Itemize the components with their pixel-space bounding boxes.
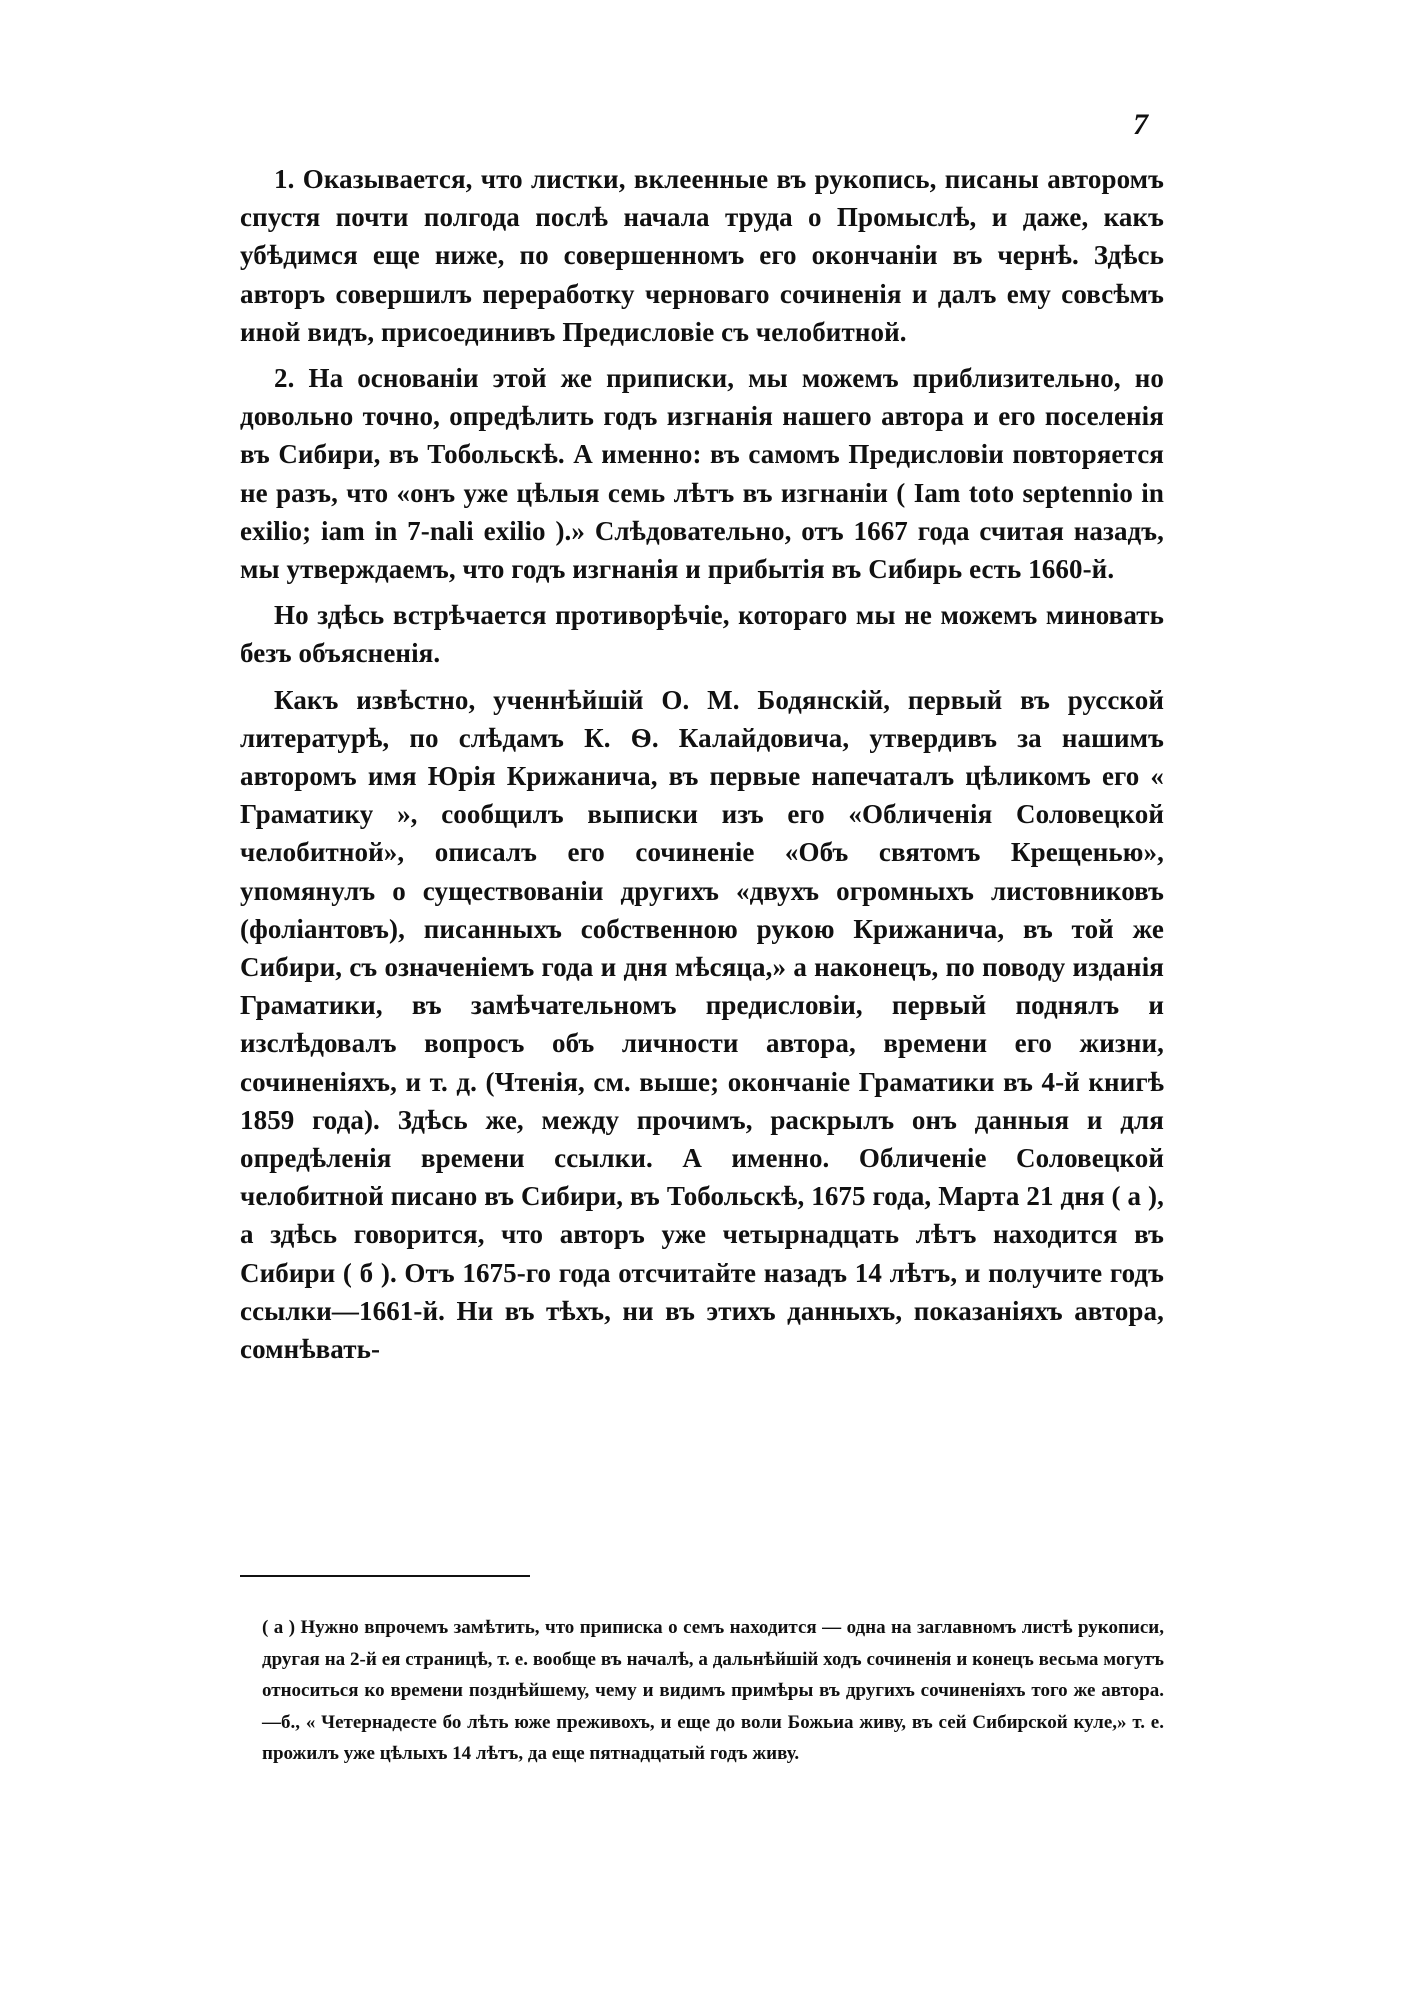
page-number: 7 bbox=[1133, 108, 1148, 141]
paragraph-3: Но здѣсь встрѣчается противорѣчіе, котораго мы не можемъ миновать безъ объясненія. bbox=[240, 600, 1164, 669]
footnotes bbox=[262, 1612, 1164, 1770]
footnote-a: ( а ) Нужно впрочемъ замѣтить, что приписка о семъ находится — одна на заглавномъ листѣ рукописи, другая на 2-й ея страницѣ, т. е. вообще въ началѣ, а дальнѣйшій ходъ сочиненія и конецъ весьма могутъ относиться ко времени позднѣйшему, чему и видимъ примѣры въ другихъ сочиненіяхъ того же автора.—б., « Четернадесте бо лѣть юже преживохъ, и еще до воли Божьиа живу, въ сей Сибирской куле,» т. е. прожилъ уже цѣлыхъ 14 лѣтъ, да еще пятнадцатый годъ живу. bbox=[262, 1617, 1164, 1764]
paragraph-4: Какъ извѣстно, ученнѣйшій О. М. Бодянскій, первый въ русской литературѣ, по слѣдамъ К. Ѳ. Калайдовича, утвердивъ за нашимъ авторомъ имя Юрія Крижанича, въ первые напечаталъ цѣликомъ его « Граматику », сообщилъ выписки изъ его «Обличенія Соловецкой челобитной», описалъ его сочиненіе «Объ святомъ Крещенью», упомянулъ о существованіи другихъ «двухъ огромныхъ листовниковъ (фоліантовъ), писанныхъ собственною рукою Крижанича, въ той же Сибири, съ означеніемъ года и дня мѣсяца,» а наконецъ, по поводу изданія Граматики, въ замѣчательномъ предисловіи, первый поднялъ и изслѣдовалъ вопросъ объ личности автора, времени его жизни, сочиненіяхъ, и т. д. (Чтенія, см. выше; окончаніе Граматики въ 4-й книгѣ 1859 года). Здѣсь же, между прочимъ, раскрылъ онъ данныя и для опредѣленія времени ссылки. А именно. Обличеніе Соловецкой челобитной писано въ Сибири, въ Тобольскѣ, 1675 года, Марта 21 дня ( а ), а здѣсь говорится, что авторъ уже четырнадцать лѣтъ находится въ Сибири ( б ). Отъ 1675-го года отсчитайте назадъ 14 лѣтъ, и получите годъ ссылки—1661-й. Ни въ тѣхъ, ни въ этихъ данныхъ, показаніяхъ автора, сомнѣвать- bbox=[240, 684, 1164, 1365]
footnote-divider bbox=[240, 1575, 530, 1577]
body-text bbox=[240, 160, 1164, 1376]
paragraph-2: 2. На основаніи этой же приписки, мы можемъ приблизительно, но довольно точно, опредѣлить годъ изгнанія нашего автора и его поселенія въ Сибири, въ Тобольскѣ. А именно: въ самомъ Предисловіи повторяется не разъ, что «онъ уже цѣлыя семь лѣтъ въ изгнаніи ( Iam toto septennio in exilio; iam in 7-nali exilio ).» Слѣдовательно, отъ 1667 года считая назадъ, мы утверждаемъ, что годъ изгнанія и прибытія въ Сибирь есть 1660-й. bbox=[240, 363, 1164, 585]
paragraph-1: 1. Оказывается, что листки, вклеенные въ рукопись, писаны авторомъ спустя почти полгода послѣ начала труда о Промыслѣ, и даже, какъ убѣдимся еще ниже, по совершенномъ его окончаніи въ чернѣ. Здѣсь авторъ совершилъ переработку черноваго сочиненія и далъ ему совсѣмъ иной видъ, присоединивъ Предисловіе съ челобитной. bbox=[240, 164, 1164, 347]
